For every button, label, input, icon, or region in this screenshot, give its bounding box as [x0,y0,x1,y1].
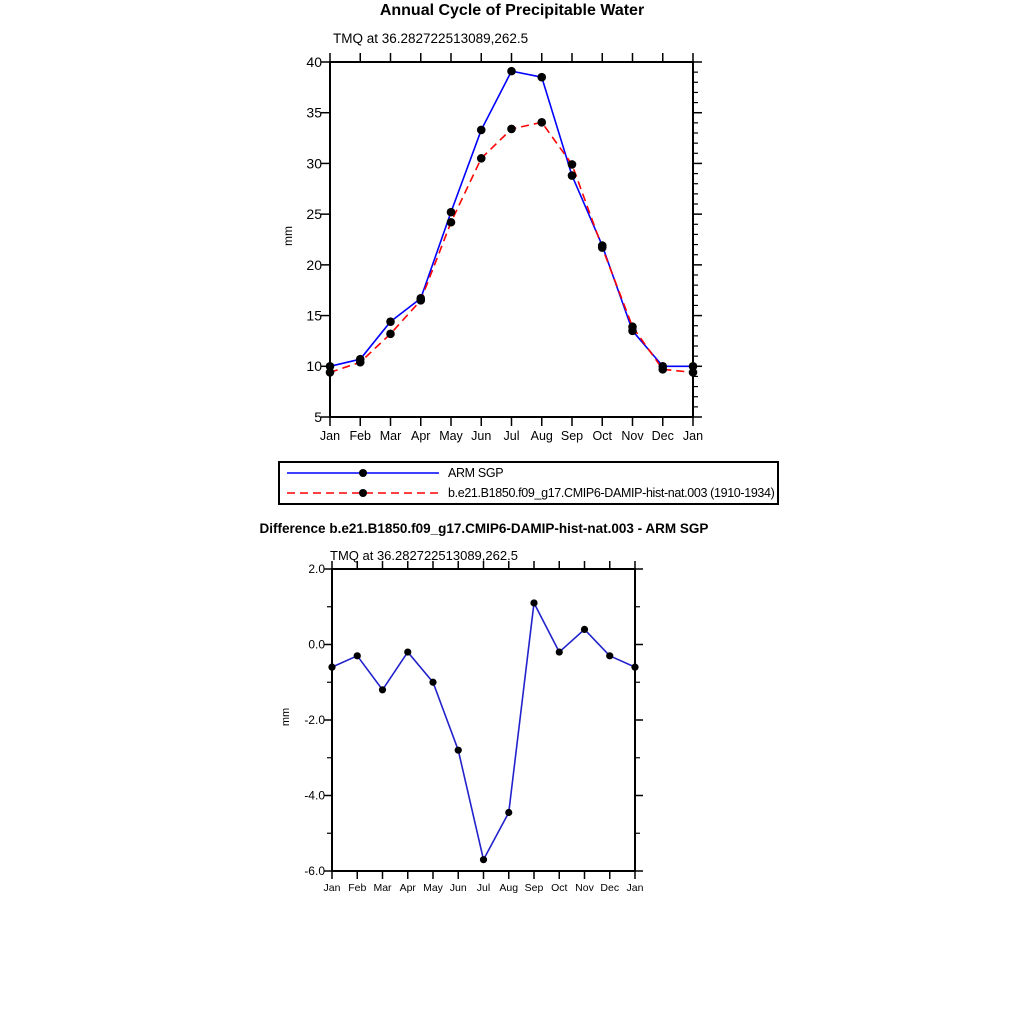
x-tick-label: Oct [551,882,568,894]
x-tick-label: Sep [560,429,584,443]
legend-label-arm-sgp: ARM SGP [448,466,504,480]
x-tick-label: Jan [319,429,341,443]
data-point [386,317,395,326]
y-tick-label: 25 [306,206,322,223]
data-point [581,626,588,633]
x-tick-label: Nov [621,429,644,443]
data-point [354,652,361,659]
data-point [556,648,563,655]
x-tick-label: Jan [626,882,644,894]
x-tick-label: Aug [530,429,553,443]
legend-row-model [280,483,774,503]
legend-line-sample-solid [284,463,442,483]
y-tick-label: 35 [306,104,322,121]
difference-subtitle: TMQ at 36.282722513089,262.5 [330,548,518,563]
series-line [332,603,635,860]
legend-sample-marker [359,489,367,497]
data-point [404,648,411,655]
x-tick-label: Oct [592,429,612,443]
annual-cycle-title: Annual Cycle of Precipitable Water [379,2,645,19]
x-tick-label: Feb [348,882,367,894]
data-point [658,365,667,374]
data-point [455,747,462,754]
legend-sample-marker [359,469,367,477]
x-tick-label: Mar [379,429,402,443]
data-point [568,171,577,180]
plot-frame [332,569,635,871]
y-tick-label: 0.0 [308,637,325,652]
data-point [505,809,512,816]
data-point [416,296,425,305]
data-point [537,118,546,127]
y-tick-label: 5 [314,408,322,425]
x-tick-label: Aug [499,882,519,894]
x-tick-label: Jun [471,429,492,443]
y-tick-label: -4.0 [304,788,325,803]
x-tick-label: May [423,882,443,894]
data-point [507,67,516,76]
data-point [447,208,456,217]
data-point [477,126,486,135]
data-point [689,368,698,377]
data-point [631,664,638,671]
x-tick-label: Jan [682,429,704,443]
x-tick-label: Mar [373,882,392,894]
data-point [598,243,607,252]
y-tick-label: 10 [306,358,322,375]
data-point [386,330,395,339]
x-tick-label: Feb [349,429,372,443]
x-tick-label: Jul [503,429,520,443]
plot-panel [306,53,703,443]
y-tick-label: -6.0 [304,864,325,879]
plot-panel [304,561,643,894]
difference-title: Difference b.e21.B1850.f09_g17.CMIP6-DAMIP-hist-nat.003 - ARM SGP [259,521,709,536]
legend-row-arm-sgp [280,463,774,483]
y-tick-label: -2.0 [304,713,325,728]
data-point [328,664,335,671]
x-tick-label: Nov [575,882,594,894]
x-tick-label: Dec [651,429,674,443]
data-point [568,160,577,169]
data-point [507,125,516,134]
y-tick-label: 30 [306,155,322,172]
x-tick-label: Apr [411,429,431,443]
data-point [356,358,365,367]
data-point [530,599,537,606]
y-tick-label: 15 [306,307,322,324]
data-point [628,322,637,331]
data-point [606,652,613,659]
series-line [330,122,693,372]
data-point [379,686,386,693]
series-line [330,71,693,366]
annual-cycle-subtitle: TMQ at 36.282722513089,262.5 [333,31,529,46]
data-point [447,218,456,227]
legend-box [278,461,779,505]
data-point [429,679,436,686]
legend-label-model: b.e21.B1850.f09_g17.CMIP6-DAMIP-hist-nat.003 (1910-1934) [448,486,775,500]
legend-line-sample-dashed [284,483,442,503]
difference-y-axis-label: mm [280,707,292,727]
y-tick-label: 40 [306,53,322,70]
x-tick-label: Jan [323,882,341,894]
data-point [480,856,487,863]
plot-frame [330,62,693,417]
x-tick-label: Dec [600,882,620,894]
data-point [537,73,546,82]
data-point [326,368,335,377]
x-tick-label: Sep [524,882,544,894]
x-tick-label: Apr [399,882,416,894]
data-point [477,154,486,163]
y-tick-label: 2.0 [308,562,325,577]
annual-cycle-y-axis-label: mm [281,226,295,246]
x-tick-label: Jul [476,882,491,894]
x-tick-label: May [439,429,463,443]
y-tick-label: 20 [306,256,322,273]
x-tick-label: Jun [449,882,467,894]
